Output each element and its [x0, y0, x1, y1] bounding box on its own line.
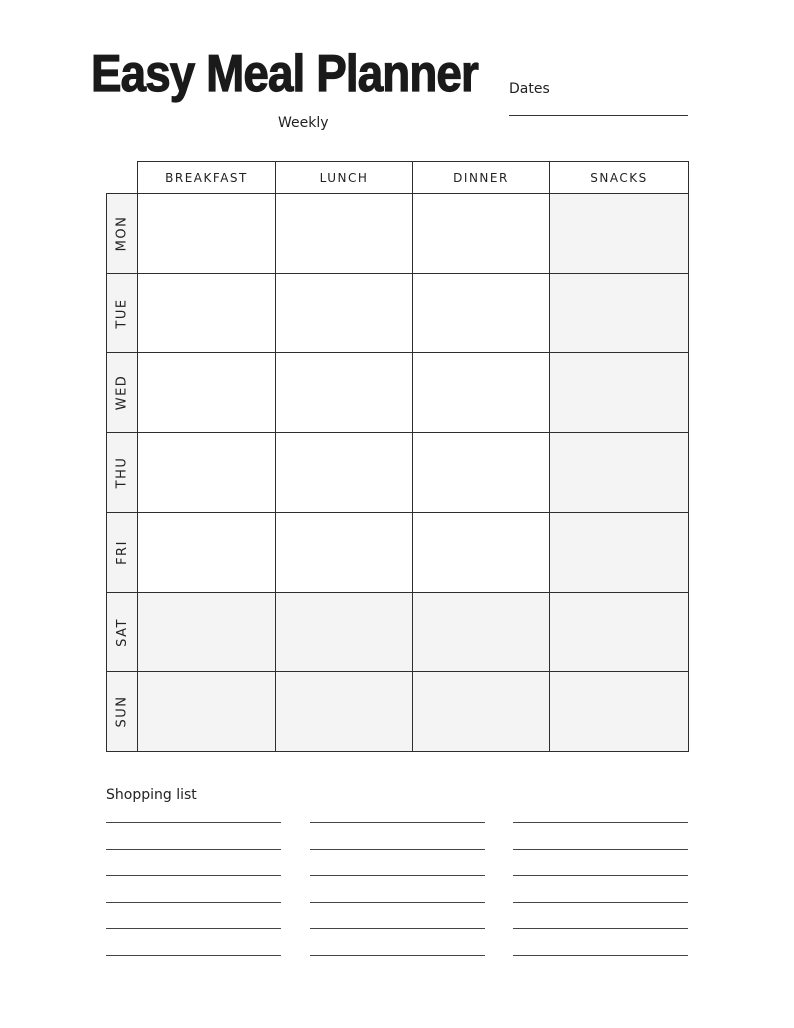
- shopping-list-line[interactable]: [106, 928, 281, 929]
- shopping-list-line[interactable]: [513, 822, 688, 823]
- day-label: FRI: [114, 540, 130, 565]
- meal-cell-thu-breakfast[interactable]: [137, 432, 276, 513]
- shopping-list-line[interactable]: [513, 902, 688, 903]
- column-header-dinner: DINNER: [412, 161, 550, 194]
- day-label: THU: [114, 456, 130, 489]
- shopping-list-line[interactable]: [106, 955, 281, 956]
- dates-input-line[interactable]: [509, 115, 688, 116]
- column-header-breakfast: BREAKFAST: [137, 161, 276, 194]
- page-title: Easy Meal Planner: [91, 45, 478, 103]
- day-label: WED: [114, 374, 130, 411]
- shopping-list-line[interactable]: [310, 875, 485, 876]
- shopping-list-line[interactable]: [513, 928, 688, 929]
- meal-cell-mon-snacks[interactable]: [549, 193, 689, 274]
- shopping-list-line[interactable]: [106, 849, 281, 850]
- column-header-lunch: LUNCH: [275, 161, 413, 194]
- shopping-list-line[interactable]: [310, 955, 485, 956]
- row-label-sun: [106, 671, 138, 752]
- meal-cell-sun-snacks[interactable]: [549, 671, 689, 752]
- shopping-list-line[interactable]: [310, 902, 485, 903]
- meal-cell-tue-breakfast[interactable]: [137, 273, 276, 353]
- meal-cell-mon-breakfast[interactable]: [137, 193, 276, 274]
- meal-cell-sat-snacks[interactable]: [549, 592, 689, 672]
- meal-cell-wed-lunch[interactable]: [275, 352, 413, 433]
- subtitle-weekly: Weekly: [278, 115, 329, 131]
- shopping-list-line[interactable]: [513, 875, 688, 876]
- day-label: SUN: [114, 695, 130, 728]
- day-label: SAT: [114, 617, 130, 647]
- meal-cell-fri-breakfast[interactable]: [137, 512, 276, 593]
- meal-cell-fri-snacks[interactable]: [549, 512, 689, 593]
- column-header-snacks: SNACKS: [549, 161, 689, 194]
- shopping-list-line[interactable]: [513, 955, 688, 956]
- shopping-list-line[interactable]: [106, 875, 281, 876]
- shopping-list-title: Shopping list: [106, 787, 197, 803]
- row-label-fri: [106, 512, 138, 593]
- shopping-list-line[interactable]: [513, 849, 688, 850]
- meal-cell-tue-dinner[interactable]: [412, 273, 550, 353]
- meal-cell-fri-dinner[interactable]: [412, 512, 550, 593]
- meal-cell-fri-lunch[interactable]: [275, 512, 413, 593]
- dates-label: Dates: [509, 81, 550, 97]
- meal-cell-thu-dinner[interactable]: [412, 432, 550, 513]
- shopping-list-line[interactable]: [310, 849, 485, 850]
- meal-cell-sat-lunch[interactable]: [275, 592, 413, 672]
- meal-cell-thu-snacks[interactable]: [549, 432, 689, 513]
- meal-cell-sun-lunch[interactable]: [275, 671, 413, 752]
- meal-cell-thu-lunch[interactable]: [275, 432, 413, 513]
- meal-cell-sat-breakfast[interactable]: [137, 592, 276, 672]
- meal-cell-sun-dinner[interactable]: [412, 671, 550, 752]
- shopping-list-line[interactable]: [310, 822, 485, 823]
- shopping-list-line[interactable]: [106, 822, 281, 823]
- meal-cell-mon-dinner[interactable]: [412, 193, 550, 274]
- row-label-sat: [106, 592, 138, 672]
- shopping-list-line[interactable]: [310, 928, 485, 929]
- meal-cell-sat-dinner[interactable]: [412, 592, 550, 672]
- meal-cell-tue-lunch[interactable]: [275, 273, 413, 353]
- day-label: MON: [114, 215, 130, 252]
- shopping-list-line[interactable]: [106, 902, 281, 903]
- meal-cell-sun-breakfast[interactable]: [137, 671, 276, 752]
- meal-cell-mon-lunch[interactable]: [275, 193, 413, 274]
- row-label-wed: [106, 352, 138, 433]
- row-label-mon: [106, 193, 138, 274]
- row-label-thu: [106, 432, 138, 513]
- meal-cell-wed-snacks[interactable]: [549, 352, 689, 433]
- row-label-tue: [106, 273, 138, 353]
- meal-cell-wed-breakfast[interactable]: [137, 352, 276, 433]
- meal-cell-wed-dinner[interactable]: [412, 352, 550, 433]
- meal-cell-tue-snacks[interactable]: [549, 273, 689, 353]
- day-label: TUE: [114, 297, 130, 329]
